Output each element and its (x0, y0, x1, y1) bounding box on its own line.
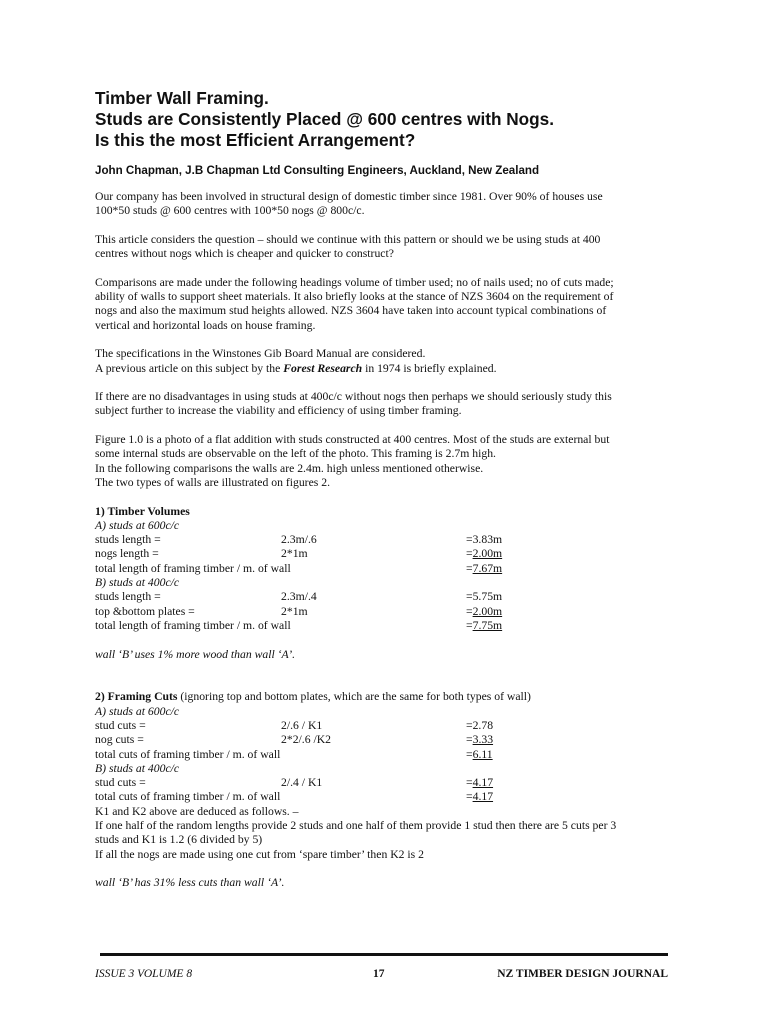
text-line: If there are no disadvantages in using studs at 400c/c without nogs then perhaps we should seriously study this (95, 390, 612, 404)
underlined-value: 4.17 (472, 776, 494, 790)
calc-label: nog cuts = (95, 733, 144, 747)
text-line: The two types of walls are illustrated on figures 2. (95, 475, 330, 489)
calc-result (466, 748, 586, 762)
calc-row (95, 748, 675, 762)
title-line-1: Timber Wall Framing. (95, 88, 269, 108)
calc-label: studs length = (95, 533, 161, 547)
calc-label: top &bottom plates = (95, 604, 195, 618)
underlined-value: 7.67m (472, 561, 503, 575)
equals-sign: = (466, 618, 473, 632)
section-heading: 2) Framing Cuts (95, 690, 178, 704)
paragraph-4 (95, 347, 675, 376)
subheading-a: A) studs at 600c/c (95, 518, 180, 532)
calc-label: stud cuts = (95, 718, 146, 732)
paragraph-2 (95, 233, 675, 262)
article (95, 88, 675, 891)
calc-label: studs length = (95, 590, 161, 604)
title-line-2: Studs are Consistently Placed @ 600 centres with Nogs. (95, 109, 555, 129)
calc-label: stud cuts = (95, 776, 146, 790)
underlined-value: 2.00m (472, 547, 503, 561)
section-conclusion: wall ‘B’ has 31% less cuts than wall ‘A’. (95, 876, 285, 890)
calc-label: total length of framing timber / m. of wall (95, 618, 291, 632)
calc-result (466, 776, 586, 790)
text-line: some internal studs are observable on the left of the photo. This framing is 2.7m high. (95, 447, 496, 461)
calc-formula (281, 619, 466, 633)
section-framing-cuts (95, 690, 675, 890)
calc-formula: 2/.6 / K1 (281, 718, 323, 732)
text-line: In the following comparisons the walls are 2.4m. high unless mentioned otherwise. (95, 461, 484, 475)
underlined-value: 7.75m (472, 618, 503, 632)
text-line: If one half of the random lengths provide 2 studs and one half of them provide 1 stud then there are 5 cuts per 3 (95, 819, 617, 833)
calc-label: total cuts of framing timber / m. of wall (95, 747, 281, 761)
calc-formula: 2.3m/.6 (281, 533, 317, 547)
paragraph-5 (95, 390, 675, 419)
calc-row (95, 733, 675, 747)
calc-formula: 2*1m (281, 547, 308, 561)
calc-formula: 2*1m (281, 604, 308, 618)
text-segment: in 1974 is briefly explained. (362, 361, 497, 375)
equals-sign: = (466, 790, 473, 804)
underlined-value: 3.33 (472, 733, 494, 747)
text-line: Figure 1.0 is a photo of a flat addition with studs constructed at 400 centres. Most of the studs are external but (95, 433, 610, 447)
text-line: nogs and also the maximum stud heights allowed. NZS 3604 have taken into account typical combinations of (95, 304, 607, 318)
page-footer (95, 968, 668, 980)
equals-sign: = (466, 776, 473, 790)
article-title (95, 88, 675, 151)
section-heading-line (95, 690, 675, 704)
article-body (95, 190, 675, 891)
calc-result (466, 547, 586, 561)
calc-label: nogs length = (95, 547, 159, 561)
calc-formula (281, 562, 466, 576)
page-number: 17 (373, 968, 385, 980)
equals-sign: = (466, 547, 473, 561)
underlined-value: 6.11 (472, 747, 493, 761)
section-heading: 1) Timber Volumes (95, 504, 190, 518)
underlined-value: 2.00m (472, 604, 503, 618)
text-line: subject further to increase the viability and efficiency of using timber framing. (95, 404, 462, 418)
section-heading-note: (ignoring top and bottom plates, which are the same for both types of wall) (177, 690, 531, 704)
text-line: This article considers the question – should we continue with this pattern or should we be using studs at 400 (95, 232, 601, 246)
text-line: K1 and K2 above are deduced as follows. – (95, 804, 299, 818)
calc-result (466, 790, 586, 804)
calc-table-b (95, 776, 675, 805)
calc-result: =3.83m (466, 533, 503, 547)
subheading-a: A) studs at 600c/c (95, 704, 180, 718)
journal-name: NZ TIMBER DESIGN JOURNAL (497, 968, 668, 980)
text-line: ability of walls to support sheet materials. It also briefly looks at the stance of NZS 3604 on the requirement of (95, 290, 614, 304)
calc-result (466, 605, 586, 619)
calc-row (95, 619, 675, 633)
calc-label: total cuts of framing timber / m. of wall (95, 790, 281, 804)
calc-row (95, 605, 675, 619)
equals-sign: = (466, 604, 473, 618)
calc-row (95, 719, 675, 733)
text-line: 100*50 studs @ 600 centres with 100*50 nogs @ 800c/c. (95, 204, 365, 218)
calc-table-a (95, 533, 675, 576)
text-line: Our company has been involved in structural design of domestic timber since 1981. Over 90% of houses use (95, 190, 603, 203)
section-timber-volumes (95, 505, 675, 662)
calc-result (466, 619, 586, 633)
calc-row (95, 776, 675, 790)
title-line-3: Is this the most Efficient Arrangement? (95, 130, 416, 150)
paragraph-1 (95, 190, 675, 219)
text-line: The specifications in the Winstones Gib Board Manual are considered. (95, 347, 426, 361)
equals-sign: = (466, 561, 473, 575)
calc-table-a (95, 719, 675, 762)
calc-row (95, 590, 675, 604)
underlined-value: 4.17 (472, 790, 494, 804)
calc-row (95, 547, 675, 561)
subheading-b: B) studs at 400c/c (95, 761, 180, 775)
calc-formula (281, 748, 466, 762)
text-segment: A previous article on this subject by the (95, 361, 284, 375)
calc-formula: 2.3m/.4 (281, 590, 317, 604)
equals-sign: = (466, 733, 473, 747)
calc-result: =2.78 (466, 718, 494, 732)
paragraph-6 (95, 433, 675, 490)
calc-result: =5.75m (466, 590, 503, 604)
text-line (95, 362, 497, 375)
footer-issue: ISSUE 3 VOLUME 8 (95, 968, 193, 980)
calc-table-b (95, 590, 675, 633)
calc-result (466, 562, 586, 576)
forest-research-emphasis: Forest Research (283, 361, 363, 375)
text-line: If all the nogs are made using one cut from ‘spare timber’ then K2 is 2 (95, 847, 424, 861)
calc-formula: 2/.4 / K1 (281, 776, 323, 790)
text-line: centres without nogs which is cheaper and quicker to construct? (95, 247, 394, 261)
section-conclusion: wall ‘B’ uses 1% more wood than wall ‘A’. (95, 647, 296, 661)
text-line: Comparisons are made under the following headings volume of timber used; no of nails used; no of cuts made; (95, 275, 614, 289)
calc-row (95, 533, 675, 547)
calc-result (466, 733, 586, 747)
text-line: vertical and horizontal loads on house framing. (95, 318, 316, 332)
paragraph-3 (95, 276, 675, 333)
text-line: studs and K1 is 1.2 (6 divided by 5) (95, 833, 263, 847)
subheading-b: B) studs at 400c/c (95, 576, 180, 590)
calc-row (95, 562, 675, 576)
footer-rule (100, 953, 668, 956)
equals-sign: = (466, 747, 473, 761)
calc-formula: 2*2/.6 /K2 (281, 733, 331, 747)
calc-formula (281, 790, 466, 804)
calc-row (95, 790, 675, 804)
author-line: John Chapman, J.B Chapman Ltd Consulting Engineers, Auckland, New Zealand (95, 164, 540, 177)
calc-label: total length of framing timber / m. of wall (95, 561, 291, 575)
